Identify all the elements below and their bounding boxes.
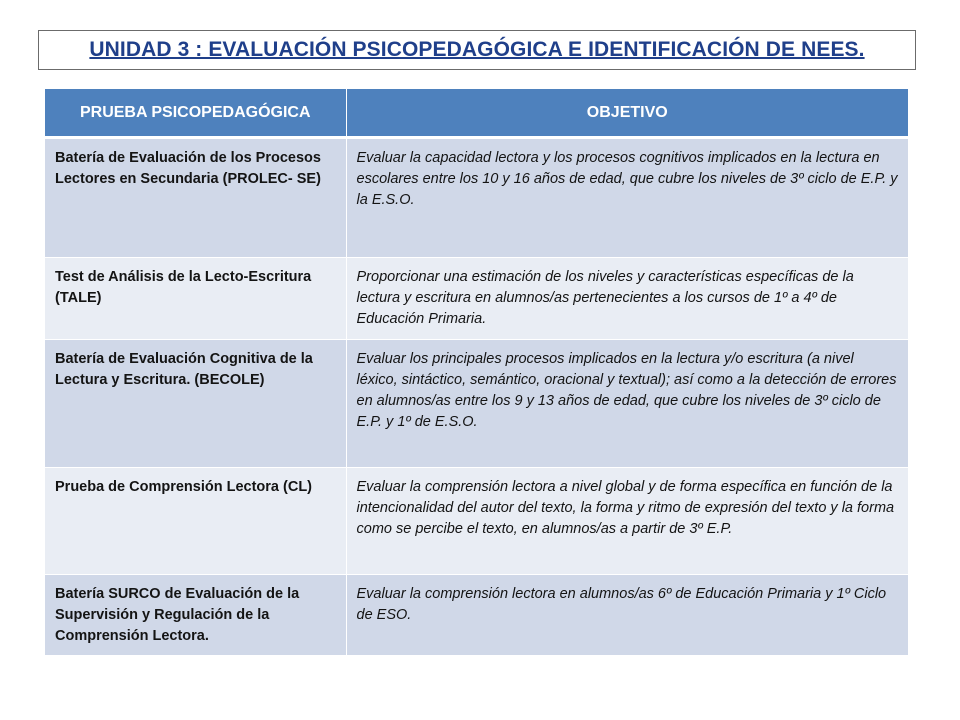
table-row — [45, 258, 908, 340]
test-name-cell: Test de Análisis de la Lecto-Escritura (TALE) — [45, 258, 346, 340]
test-name-cell: Batería de Evaluación Cognitiva de la Lectura y Escritura. (BECOLE) — [45, 340, 346, 468]
objective-cell: Evaluar la comprensión lectora en alumnos/as 6º de Educación Primaria y 1º Ciclo de ESO. — [346, 575, 908, 656]
table-row — [45, 138, 908, 258]
objective-cell: Proporcionar una estimación de los niveles y características específicas de la lectura y escritura en alumnos/as pertenecientes a los cursos de 1º a 4º de Educación Primaria. — [346, 258, 908, 340]
objective-cell: Evaluar los principales procesos implicados en la lectura y/o escritura (a nivel léxico, sintáctico, semántico, oracional y textual); así como a la detección de errores en alumnos/as entre los 9 y 13 años de edad, que cubre los niveles de 3º ciclo de E.P. y 1º de E.S.O. — [346, 340, 908, 468]
slide-title: UNIDAD 3 : EVALUACIÓN PSICOPEDAGÓGICA E IDENTIFICACIÓN DE NEES. — [89, 38, 865, 61]
table-row — [45, 575, 908, 656]
tests-table — [45, 89, 908, 656]
test-name-cell: Batería SURCO de Evaluación de la Supervisión y Regulación de la Comprensión Lectora. — [45, 575, 346, 656]
header-prueba: PRUEBA PSICOPEDAGÓGICA — [45, 89, 346, 138]
header-objetivo: OBJETIVO — [346, 89, 908, 138]
test-name-cell: Batería de Evaluación de los Procesos Lectores en Secundaria (PROLEC- SE) — [45, 138, 346, 258]
objective-cell: Evaluar la comprensión lectora a nivel global y de forma específica en función de la intencionalidad del autor del texto, la forma y ritmo de expresión del texto y la forma como se percibe el texto, en alumnos/as a partir de 3º E.P. — [346, 468, 908, 575]
objective-cell: Evaluar la capacidad lectora y los procesos cognitivos implicados en la lectura en escolares entre los 10 y 16 años de edad, que cubre los niveles de 3º ciclo de E.P. y la E.S.O. — [346, 138, 908, 258]
table-header-row — [45, 89, 908, 138]
table-row — [45, 468, 908, 575]
test-name-cell: Prueba de Comprensión Lectora (CL) — [45, 468, 346, 575]
table-row — [45, 340, 908, 468]
slide-title-box — [38, 30, 916, 70]
